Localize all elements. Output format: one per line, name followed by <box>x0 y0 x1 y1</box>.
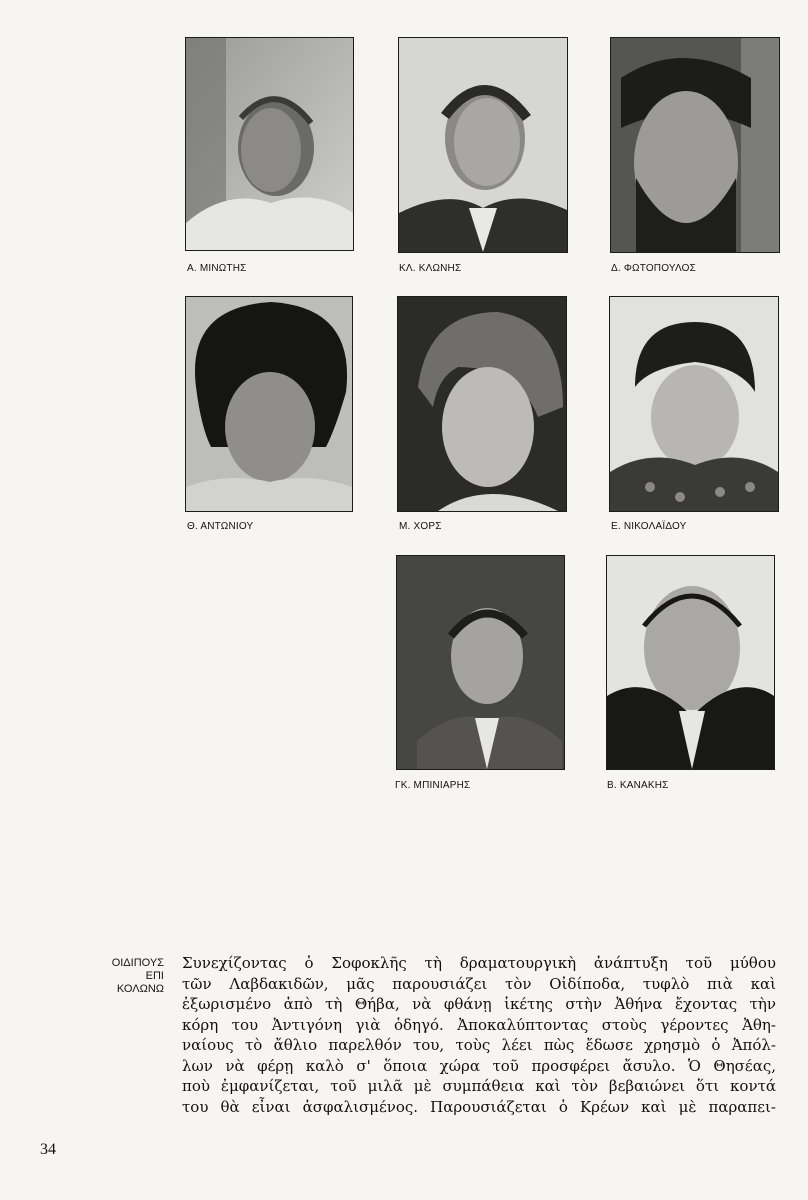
synopsis-line: ποὺ ἐμφανίζεται, τοῦ μιλᾶ μὲ συμπάθεια καὶ τὸν βεβαιώνει ὅτι κοντά <box>182 1077 776 1095</box>
caption-antoniou: Θ. ΑΝΤΩΝΙΟΥ <box>187 521 254 532</box>
play-title-line-3: ΚΟΛΩΝΩ <box>116 983 164 995</box>
caption-minotis: Α. ΜΙΝΩΤΗΣ <box>187 263 247 274</box>
synopsis-paragraph <box>182 953 776 1117</box>
caption-biniaris: ΓΚ. ΜΠΙΝΙΑΡΗΣ <box>395 780 471 791</box>
portrait-photo-3 <box>611 38 779 252</box>
caption-fotopoulos: Δ. ΦΩΤΟΠΟΥΛΟΣ <box>611 263 697 274</box>
portrait-antoniou <box>185 296 353 512</box>
portrait-photo-1 <box>186 38 353 250</box>
synopsis-line: Συνεχίζοντας ὁ Σοφοκλῆς τὴ δραματουργικὴ ἀνάπτυξη τοῦ μύθου <box>182 954 776 972</box>
synopsis-line: ἐξωρισμένο ἀπὸ τὴ Θήβα, νὰ φθάνῃ ἱκέτης στὴν Ἀθήνα ἔχοντας τὴν <box>182 995 776 1013</box>
synopsis-line: λων νὰ φέρῃ καλὸ σ' ὅποια χώρα τοῦ προσφέρει ἄσυλο. Ὁ Θησέας, <box>182 1056 776 1075</box>
portrait-fotopoulos <box>610 37 780 253</box>
portrait-minotis <box>185 37 354 251</box>
synopsis-line: τῶν Λαβδακιδῶν, μᾶς παρουσιάζει τὸν Οἰδίποδα, τυφλὸ πιὰ καὶ <box>182 974 776 993</box>
caption-klonis: ΚΛ. ΚΛΩΝΗΣ <box>399 263 462 274</box>
caption-nikolaidou: Ε. ΝΙΚΟΛΑΪΔΟΥ <box>611 521 687 532</box>
portrait-photo-5 <box>398 297 566 511</box>
caption-kanakis: Β. ΚΑΝΑΚΗΣ <box>607 780 669 791</box>
portrait-klonis <box>398 37 568 253</box>
play-title-line-2: ΕΠΙ <box>145 970 164 982</box>
portrait-photo-7 <box>397 556 564 769</box>
portrait-photo-2 <box>399 38 567 252</box>
caption-hors: Μ. ΧΟΡΣ <box>399 521 442 532</box>
portrait-photo-8 <box>607 556 774 769</box>
synopsis-line: του θὰ εἶναι ἀσφαλισμένος. Παρουσιάζεται ὁ Κρέων καὶ μὲ παραπει- <box>182 1097 776 1116</box>
portrait-kanakis <box>606 555 775 770</box>
portrait-nikolaidou <box>609 296 779 512</box>
portrait-photo-4 <box>186 297 352 511</box>
page-number: 34 <box>40 1141 56 1158</box>
portrait-photo-6 <box>610 297 778 511</box>
synopsis-line: κόρη του Ἀντιγόνη γιὰ ὁδηγό. Ἀποκαλύπτοντας στοὺς γέροντες Ἀθη- <box>182 1015 776 1034</box>
portrait-biniaris <box>396 555 565 770</box>
portrait-hors <box>397 296 567 512</box>
play-title-line-1: ΟΙΔΙΠΟΥΣ <box>111 957 164 969</box>
play-title <box>70 957 164 996</box>
synopsis-line: ναίους τὸ ἄθλιο παρελθόν του, τοὺς λέει πὼς ἔδωσε χρησμὸ ὁ Ἀπόλ- <box>182 1036 776 1054</box>
